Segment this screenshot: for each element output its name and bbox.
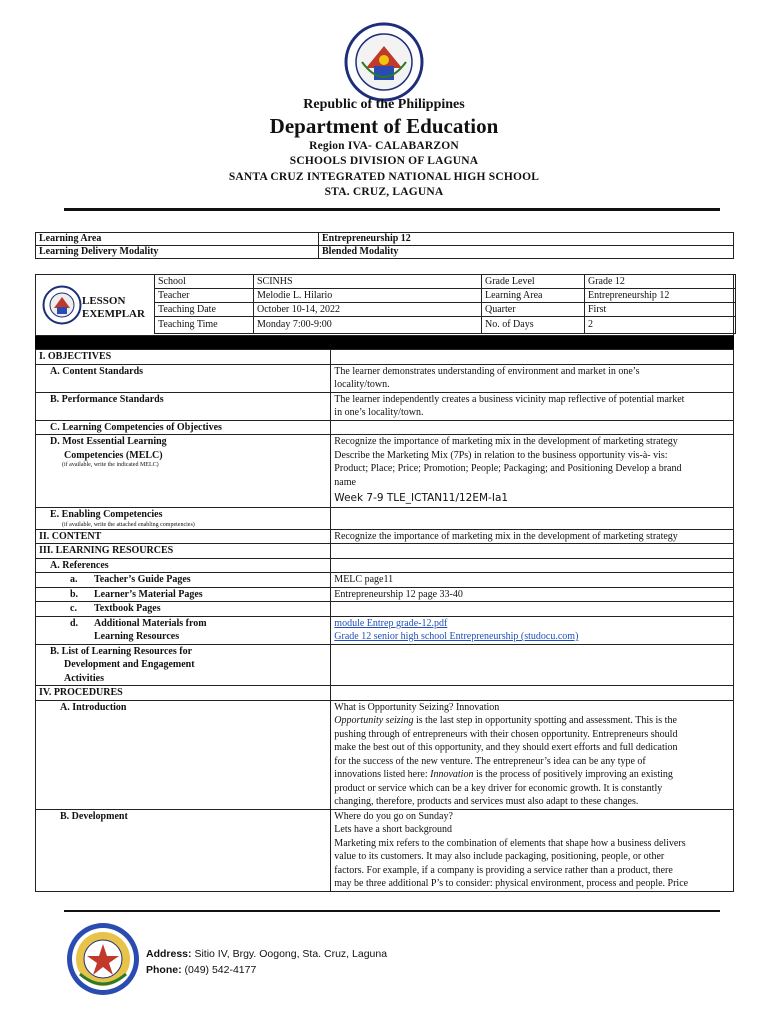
row-content xyxy=(331,558,734,573)
table-row xyxy=(36,350,734,365)
row-label-text: B. Performance Standards xyxy=(50,393,164,405)
row-label xyxy=(36,435,331,508)
row-label-text: A. Introduction xyxy=(60,701,127,713)
table-row xyxy=(155,317,736,334)
row-content xyxy=(331,616,734,644)
content-line: The learner independently creates a business vicinity map reflective of potential market xyxy=(334,393,685,405)
row-label xyxy=(36,602,331,617)
row-note: (if available, write the attached enabling competencies) xyxy=(62,521,195,528)
row-label-text: A. Content Standards xyxy=(50,365,144,377)
row-label-text: A. References xyxy=(50,559,109,571)
table-row xyxy=(36,508,734,530)
row-label xyxy=(36,686,331,701)
school-seal-icon xyxy=(66,922,140,996)
detail-label: Teacher xyxy=(155,289,254,303)
detail-label: Learning Area xyxy=(482,289,585,303)
deped-seal-icon xyxy=(42,285,82,325)
table-row xyxy=(36,644,734,686)
content-line: name xyxy=(334,476,356,488)
table-row xyxy=(36,246,734,259)
detail-value: Grade 12 xyxy=(585,275,736,289)
content-line: The learner demonstrates understanding of environment and market in one’s xyxy=(334,365,640,377)
detail-label: Teaching Date xyxy=(155,303,254,317)
footer-address xyxy=(146,948,387,960)
item-letter: d. xyxy=(70,617,79,629)
row-label-text: Additional Materials from xyxy=(94,617,207,629)
row-content xyxy=(331,700,734,809)
footer-phone xyxy=(146,964,256,976)
row-label xyxy=(36,392,331,420)
table-row xyxy=(36,573,734,588)
row-content xyxy=(331,420,734,435)
table-row xyxy=(36,558,734,573)
row-content xyxy=(331,435,734,508)
content-line: innovations listed here: Innovation is the process of positively improving an existing xyxy=(334,769,673,780)
row-note: (if available, write the indicated MELC) xyxy=(62,462,159,468)
content-line: Marketing mix refers to the combination of elements that shape how a business delivers xyxy=(334,837,686,849)
address-label: Address: xyxy=(146,948,192,960)
row-label-text: I. OBJECTIVES xyxy=(39,351,112,362)
table-row xyxy=(36,602,734,617)
row-label-text: Competencies (MELC) xyxy=(64,449,163,461)
row-content xyxy=(331,587,734,602)
table-row xyxy=(155,275,736,289)
row-content xyxy=(331,686,734,701)
table-row xyxy=(36,435,734,508)
content-line: Opportunity seizing is the last step in opportunity spotting and assessment. This is the xyxy=(334,715,677,726)
phone-value: (049) 542-4177 xyxy=(184,964,257,976)
content-line: locality/town. xyxy=(334,379,390,390)
melc-code: Week 7-9 TLE_ICTAN11/12EM-Ia1 xyxy=(334,492,509,504)
row-label-text: Textbook Pages xyxy=(94,603,161,614)
detail-label: No. of Days xyxy=(482,317,585,334)
row-content xyxy=(331,602,734,617)
table-row xyxy=(36,392,734,420)
title-line: LESSON xyxy=(82,295,126,307)
header-school: SANTA CRUZ INTEGRATED NATIONAL HIGH SCHOOL xyxy=(228,171,540,183)
content-line: for the success of the new venture. The entrepreneur’s idea can be any type of xyxy=(334,755,646,767)
row-label xyxy=(36,587,331,602)
detail-value: SCINHS xyxy=(254,275,482,289)
header-department: Department of Education xyxy=(269,114,499,138)
row-content xyxy=(331,809,734,891)
row-label-text: B. List of Learning Resources for xyxy=(50,645,193,657)
row-label-text: Development and Engagement xyxy=(64,659,195,670)
detail-label: Grade Level xyxy=(482,275,585,289)
row-content xyxy=(331,364,734,392)
row-label xyxy=(36,644,331,686)
content-line: MELC page11 xyxy=(334,574,394,585)
content-line: may be three additional P’s to consider: physical environment, process and people. Price xyxy=(334,878,689,889)
content-line: Where do you go on Sunday? xyxy=(334,810,453,822)
content-line: value to its customers. It may also include packaging, positioning, people, or other xyxy=(334,851,665,862)
item-letter: c. xyxy=(70,603,77,614)
content-line: Entrepreneurship 12 page 33-40 xyxy=(334,588,463,600)
section-bar xyxy=(35,336,734,349)
row-label-text: C. Learning Competencies of Objectives xyxy=(50,421,222,433)
row-label xyxy=(36,558,331,573)
row-content xyxy=(331,508,734,530)
detail-value: October 10-14, 2022 xyxy=(254,303,482,317)
address-value: Sitio IV, Brgy. Oogong, Sta. Cruz, Laguna xyxy=(194,948,388,960)
table-row xyxy=(36,809,734,891)
table-row xyxy=(36,587,734,602)
row-label xyxy=(36,700,331,809)
table-row xyxy=(36,544,734,559)
row-label xyxy=(36,529,331,544)
row-label-text: D. Most Essential Learning xyxy=(50,436,167,447)
content-line: Lets have a short background xyxy=(334,824,453,835)
detail-label: Quarter xyxy=(482,303,585,317)
detail-label: Teaching Time xyxy=(155,317,254,334)
learning-area-table xyxy=(35,232,734,259)
modality-value: Blended Modality xyxy=(319,246,734,259)
row-label xyxy=(36,809,331,891)
detail-label: School xyxy=(155,275,254,289)
item-letter: b. xyxy=(70,588,79,600)
lesson-exemplar-title xyxy=(82,295,145,321)
row-label xyxy=(36,616,331,644)
content-line: Recognize the importance of marketing mix in the development of marketing strategy xyxy=(334,530,678,542)
resource-link[interactable]: Grade 12 senior high school Entrepreneurship (studocu.com) xyxy=(334,631,579,642)
resource-link[interactable]: module Entrep grade-12.pdf xyxy=(334,617,448,629)
row-content xyxy=(331,544,734,559)
header-division: SCHOOLS DIVISION OF LAGUNA xyxy=(289,155,479,167)
row-label-text: Learner’s Material Pages xyxy=(94,588,203,600)
row-label xyxy=(36,364,331,392)
table-row xyxy=(155,289,736,303)
table-row xyxy=(36,616,734,644)
area-label: Learning Area xyxy=(36,233,319,246)
row-label-text: B. Development xyxy=(60,810,128,822)
content-line: changing, therefore, products and services must also adapt to these changes. xyxy=(334,796,639,807)
row-content xyxy=(331,392,734,420)
row-label-text: Learning Resources xyxy=(94,631,180,642)
table-row xyxy=(36,529,734,544)
header-republic: Republic of the Philippines xyxy=(303,97,465,112)
row-label-text: IV. PROCEDURES xyxy=(39,687,123,698)
detail-value: 2 xyxy=(585,317,736,334)
content-line: Product; Place; Price; Promotion; People; Packaging; and Positioning Develop a brand xyxy=(334,463,682,474)
table-row xyxy=(36,700,734,809)
table-row xyxy=(155,303,736,317)
modality-label: Learning Delivery Modality xyxy=(36,246,319,259)
item-letter: a. xyxy=(70,574,78,585)
row-label-text: III. LEARNING RESOURCES xyxy=(39,545,174,556)
content-line: factors. For example, if a company is providing a service rather than a product, there xyxy=(334,864,673,876)
row-label-text: Activities xyxy=(64,672,104,684)
header-divider xyxy=(64,208,720,211)
content-line: in one’s locality/town. xyxy=(334,407,424,418)
table-row xyxy=(36,420,734,435)
detail-value: Entrepreneurship 12 xyxy=(585,289,736,303)
lesson-exemplar-info xyxy=(35,274,734,336)
title-line: EXEMPLAR xyxy=(82,308,145,320)
table-row xyxy=(36,233,734,246)
lesson-plan-table xyxy=(35,349,734,892)
row-label xyxy=(36,508,331,530)
table-row xyxy=(36,364,734,392)
row-label xyxy=(36,350,331,365)
detail-value: Melodie L. Hilario xyxy=(254,289,482,303)
phone-label: Phone: xyxy=(146,964,182,976)
row-content xyxy=(331,529,734,544)
row-label-text: E. Enabling Competencies xyxy=(50,509,163,520)
content-line: product or service which can be a key driver for economic growth. It is constantly xyxy=(334,782,663,794)
row-content xyxy=(331,350,734,365)
footer-divider xyxy=(64,910,720,912)
content-line: make the best out of this opportunity, and they should exert efforts and full dedication xyxy=(334,742,678,753)
row-label xyxy=(36,544,331,559)
table-row xyxy=(36,686,734,701)
detail-value: First xyxy=(585,303,736,317)
row-content xyxy=(331,644,734,686)
content-line: What is Opportunity Seizing? Innovation xyxy=(334,701,500,713)
content-line: Recognize the importance of marketing mix in the development of marketing strategy xyxy=(334,436,678,447)
header-town: STA. CRUZ, LAGUNA xyxy=(324,186,444,198)
row-label-text: II. CONTENT xyxy=(39,530,102,542)
header-region: Region IVA- CALABARZON xyxy=(309,140,459,152)
row-label xyxy=(36,573,331,588)
exemplar-details-table xyxy=(154,274,736,334)
row-label-text: Teacher’s Guide Pages xyxy=(94,574,191,585)
area-value: Entrepreneurship 12 xyxy=(319,233,734,246)
content-line: pushing through of entrepreneurs with their chosen opportunity. Entrepreneurs should xyxy=(334,728,678,740)
row-label xyxy=(36,420,331,435)
detail-value: Monday 7:00-9:00 xyxy=(254,317,482,334)
content-line: Describe the Marketing Mix (7Ps) in relation to the business opportunity vis-à- vis: xyxy=(334,449,668,461)
row-content xyxy=(331,573,734,588)
deped-seal-icon xyxy=(344,22,424,102)
